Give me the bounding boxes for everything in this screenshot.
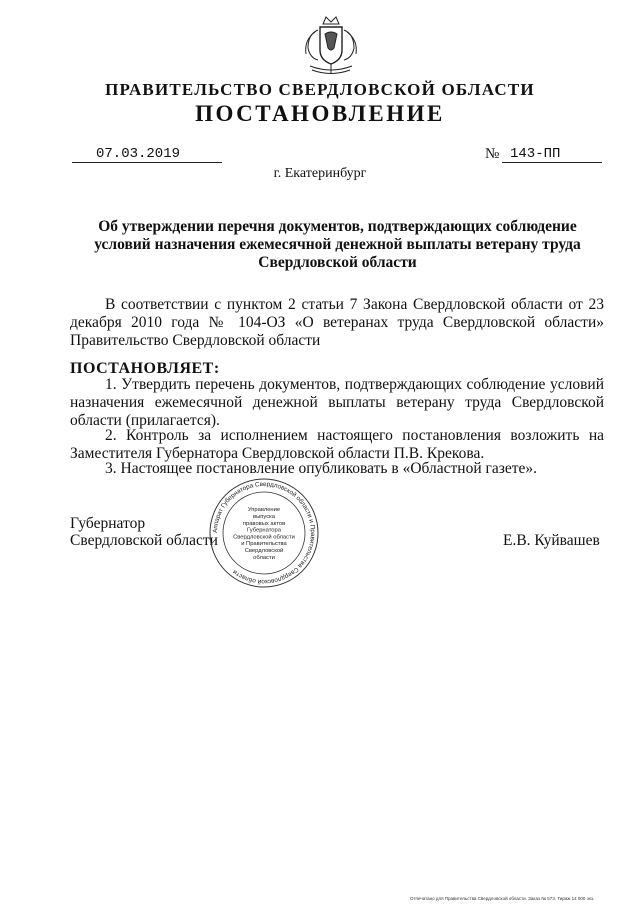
seal-inner-line: правовых актов [242,520,286,527]
seal-inner-line: области [253,554,275,561]
number-label: № [485,146,500,162]
document-date: 07.03.2019 [72,146,222,163]
city-line: г. Екатеринбург [273,166,367,181]
official-seal-stamp [208,477,320,589]
preamble-paragraph: В соответствии с пунктом 2 статьи 7 Закона Свердловской области от 23 декабря 2010 года № 104-ОЗ «О ветеранах труда Свердловской области» Правительство Свердловской области [70,296,604,349]
decree-item-2: 2. Контроль за исполнением настоящего постановления возложить на Заместителя Губернатора Свердловской области П.В. Крекова. [70,427,604,462]
decree-item-3: 3. Настоящее постановление опубликовать в «Областной газете». [105,460,538,477]
document-subject: Об утверждении перечня документов, подтверждающих соблюдение условий назначения ежемесячной денежной выплаты ветерану труда Свердловской области [94,218,581,271]
seal-inner-line: Губернатора [247,527,281,534]
seal-inner-line: Свердловской области [233,534,295,541]
decree-item-1: 1. Утвердить перечень документов, подтверждающих соблюдение условий назначения ежемесячной денежной выплаты ветерану труда Свердловской области (прилагается). [70,376,604,429]
seal-inner-line: и Правительства [241,541,287,548]
signatory-title: Губернатор [70,515,146,532]
document-type-title: ПОСТАНОВЛЕНИЕ [195,101,445,126]
document-number: 143-ПП [502,146,602,163]
seal-inner-line: Свердловской [244,548,284,554]
signatory-name: Е.В. Куйвашев [503,532,600,549]
coat-of-arms-emblem [296,14,366,78]
organization-name: ПРАВИТЕЛЬСТВО СВЕРДЛОВСКОЙ ОБЛАСТИ [105,80,535,99]
decree-heading: ПОСТАНОВЛЯЕТ: [70,360,220,377]
seal-outer-text: Аппарат Губернатора Свердловской области и Правительства Свердловской области [211,480,317,586]
signatory-region: Свердловской области [70,532,218,549]
seal-inner-line: выпуска [252,514,276,520]
seal-inner-line: Управление [247,507,281,514]
print-footer: Отпечатано для Правительства Свердловской области. Заказ № 573. Тираж 14 000 экз. [410,896,595,901]
